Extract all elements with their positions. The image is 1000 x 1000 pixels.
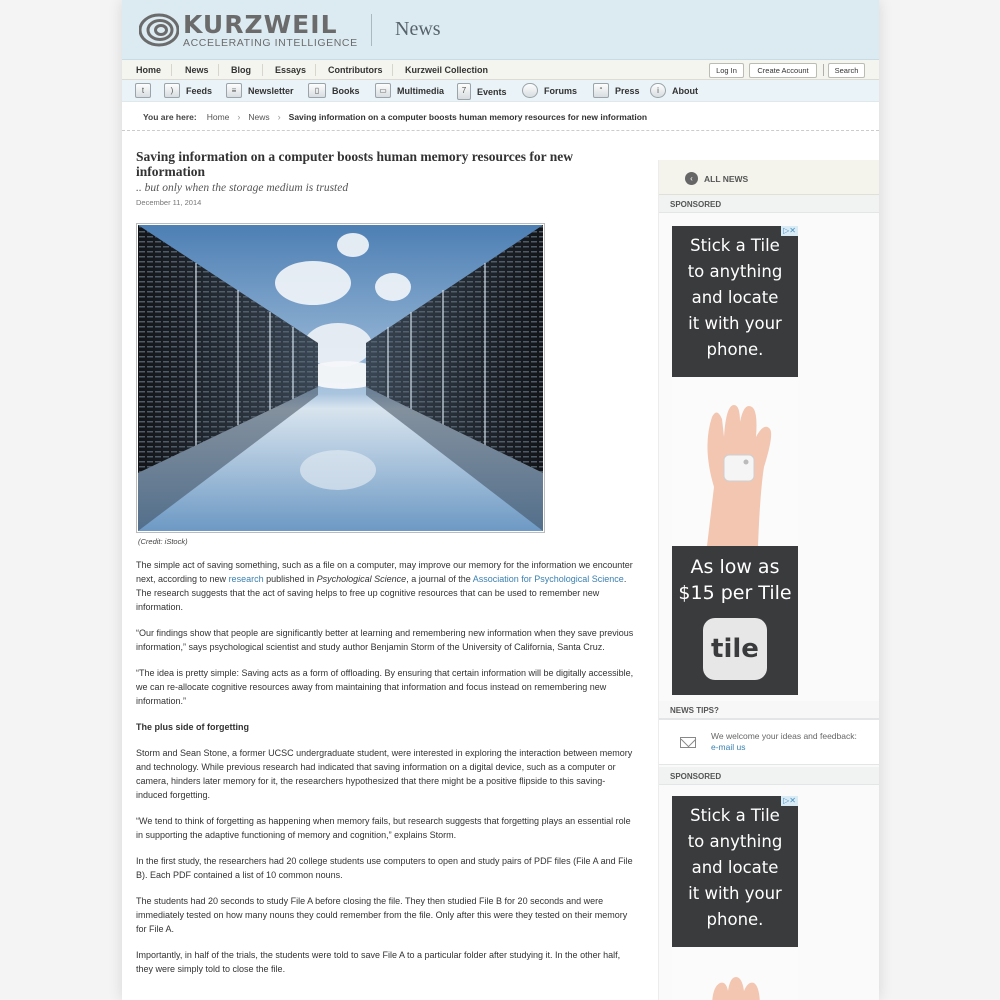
ad-hand-image[interactable] — [672, 377, 798, 546]
article — [136, 149, 636, 974]
nav-news[interactable]: News — [185, 65, 209, 75]
news-tips-box — [659, 719, 879, 765]
subnav-feeds[interactable]: ) Feeds — [164, 83, 212, 98]
subnav-twitter[interactable] — [135, 83, 157, 98]
subnav-about[interactable]: i About — [650, 83, 698, 98]
chevron-right-icon: › — [277, 112, 281, 122]
paragraph: The students had 20 seconds to study File A before closing the file. They then studied File B for 20 seconds and were immediately tested on how many nouns they could remember from the file. Only after this were they tested on their memory for File A. — [136, 896, 628, 934]
logo-swirl-icon — [139, 13, 179, 47]
sub-nav — [122, 80, 879, 102]
server-corridor-image — [138, 225, 543, 531]
breadcrumb-label: You are here: — [143, 112, 197, 122]
nav-divider — [171, 64, 172, 76]
site-logo[interactable] — [139, 12, 358, 49]
rss-icon: ) — [164, 83, 180, 98]
sidebar — [658, 160, 879, 1000]
journal-name: Psychological Science — [316, 574, 407, 584]
divider — [122, 130, 879, 131]
breadcrumb-home[interactable]: Home — [206, 112, 230, 122]
nav-blog[interactable]: Blog — [231, 65, 251, 75]
nav-divider — [823, 64, 824, 76]
hand-fingers-image — [672, 947, 798, 1000]
tips-text: We welcome your ideas and feedback: — [711, 731, 857, 741]
chevron-right-icon: › — [237, 112, 241, 122]
all-news-link[interactable] — [659, 160, 879, 195]
nav-contributors[interactable]: Contributors — [328, 65, 383, 75]
tile-logo: tile — [703, 618, 767, 680]
paragraph: The simple act of saving something, such as a file on a computer, may improve our memory for the information we encounter next, according to new research published in Psychological Science, a journal of the Association for Psychological Science. The research suggests that the act of saving helps to free up cognitive resources that can be used to remember new information. — [136, 560, 633, 612]
header-divider — [371, 14, 372, 46]
speech-bubble-icon — [522, 83, 538, 98]
ad-hand-image-2[interactable] — [672, 947, 798, 1000]
site-header — [122, 0, 879, 60]
section-heading: The plus side of forgetting — [136, 722, 249, 732]
ad-choices-icon[interactable]: ▷✕ — [783, 226, 796, 235]
sponsored-ad-price[interactable]: As low as $15 per Tile tile — [672, 546, 798, 695]
subnav-newsletter[interactable]: ≡ Newsletter — [226, 83, 294, 98]
article-date: December 11, 2014 — [136, 198, 202, 207]
news-tips-heading: NEWS TIPS? — [659, 701, 879, 719]
subnav-multimedia[interactable]: ▭ Multimedia — [375, 83, 444, 98]
email-us-link[interactable]: e-mail us — [711, 742, 746, 752]
envelope-icon — [680, 737, 696, 748]
article-title: Saving information on a computer boosts human memory resources for new information — [136, 149, 573, 179]
arrow-left-icon: ‹ — [685, 172, 698, 185]
main-nav — [122, 60, 879, 80]
paragraph: Importantly, in half of the trials, the students were told to save File A to a particular folder after studying it. In the other half, they were simply told to close the file. — [136, 950, 621, 974]
breadcrumb — [143, 112, 647, 122]
ad-choices-icon[interactable]: ▷✕ — [783, 796, 796, 805]
article-subtitle: .. but only when the storage medium is trusted — [136, 182, 349, 194]
subnav-press[interactable]: “ Press — [593, 83, 640, 98]
section-title: News — [395, 18, 441, 40]
nav-divider — [218, 64, 219, 76]
nav-divider — [262, 64, 263, 76]
all-news-label: ALL NEWS — [704, 174, 749, 184]
info-icon: i — [650, 83, 666, 98]
calendar-icon: 7 — [457, 83, 471, 100]
paragraph: “Our findings show that people are significantly better at learning and remembering new information when they save previous information,” says psychological scientist and study author Benjamin Storm of the University of California, Santa Cruz. — [136, 628, 634, 652]
breadcrumb-news[interactable]: News — [248, 112, 270, 122]
article-body — [136, 558, 636, 988]
search-button[interactable]: Search — [828, 63, 865, 78]
nav-home[interactable]: Home — [136, 65, 162, 75]
subnav-events[interactable]: 7 Events — [457, 83, 507, 100]
sponsored-ad[interactable]: ▷✕ Stick a Tile to anything and locate it with your phone. — [672, 226, 798, 377]
breadcrumb-current: Saving information on a computer boosts human memory resources for new information — [288, 112, 648, 122]
nav-kurzweil-collection[interactable]: Kurzweil Collection — [405, 65, 489, 75]
research-link[interactable]: research — [228, 574, 264, 584]
sponsored-heading: SPONSORED — [659, 195, 879, 213]
nav-divider — [315, 64, 316, 76]
paragraph: Storm and Sean Stone, a former UCSC undergraduate student, were interested in exploring the interaction between memory and technology. While previous research had indicated that saving information on a digital device, such as a computer or camera, hinders later memory for it, the researchers hypothesized that there might be a positive flipside to this saving-induced forgetting. — [136, 748, 633, 800]
hand-holding-tile-image — [672, 377, 798, 546]
twitter-icon: t — [135, 83, 151, 98]
article-image — [136, 223, 545, 533]
book-icon: ▯ — [308, 83, 326, 98]
logo-tagline: ACCELERATING INTELLIGENCE — [183, 37, 358, 49]
subnav-books[interactable]: ▯ Books — [308, 83, 360, 98]
newsletter-icon: ≡ — [226, 83, 242, 98]
sponsored-ad-2[interactable]: ▷✕ Stick a Tile to anything and locate it with your phone. — [672, 796, 798, 947]
paragraph: “The idea is pretty simple: Saving acts as a form of offloading. By ensuring that certain information will be digitally accessible, we can re-allocate cognitive resources away from maintaining that information and focus instead on remembering new information.” — [136, 668, 634, 706]
paragraph: “We tend to think of forgetting as happening when memory fails, but research suggests that forgetting plays an essential role in supporting the adaptive functioning of memory and cognition,” explains Storm. — [136, 816, 631, 840]
sponsored-heading-2: SPONSORED — [659, 767, 879, 785]
nav-essays[interactable]: Essays — [275, 65, 307, 75]
multimedia-icon: ▭ — [375, 83, 391, 98]
login-button[interactable]: Log In — [709, 63, 744, 78]
nav-divider — [392, 64, 393, 76]
create-account-button[interactable]: Create Account — [749, 63, 817, 78]
aps-link[interactable]: Association for Psychological Science — [472, 574, 624, 584]
quote-icon: “ — [593, 83, 609, 98]
page — [122, 0, 879, 1000]
image-credit: (Credit: iStock) — [138, 537, 188, 546]
logo-name: KURZWEIL — [183, 10, 338, 39]
paragraph: In the first study, the researchers had 20 college students use computers to open and study pairs of PDF files (File A and File B). Each PDF contained a list of 10 common nouns. — [136, 856, 633, 880]
subnav-forums[interactable]: Forums — [522, 83, 577, 98]
